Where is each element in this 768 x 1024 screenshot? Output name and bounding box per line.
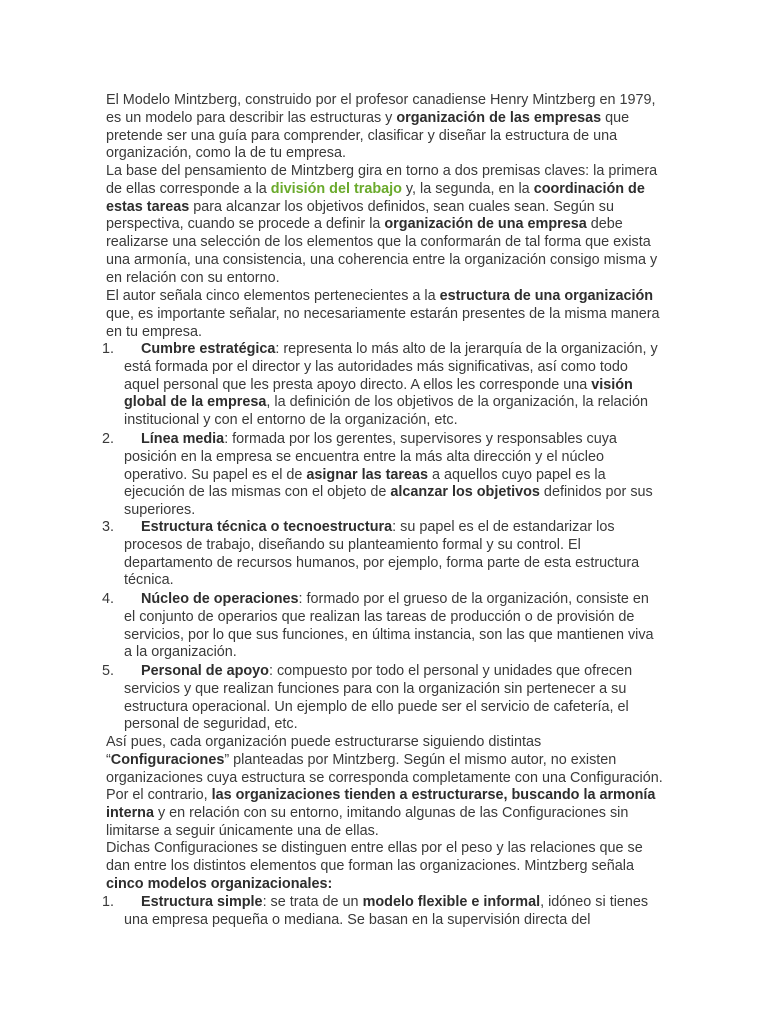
- bold-text: organización de una empresa: [384, 216, 587, 233]
- bold-text: Estructura simple: [141, 894, 263, 910]
- bold-text: organización de las empresas: [396, 109, 602, 126]
- text: a aquellos cuyo papel es la ejecución de las mismas con el objeto de: [124, 466, 606, 501]
- list-number: 3.: [102, 519, 115, 535]
- bold-text: Estructura técnica o tecnoestructura: [141, 519, 393, 535]
- bold-text: modelo flexible e informal: [362, 894, 541, 910]
- bold-text: Configuraciones: [110, 751, 225, 768]
- list-item: [124, 591, 664, 662]
- bold-text: asignar las tareas: [306, 466, 429, 483]
- bold-text: Personal de apoyo: [141, 663, 269, 679]
- bold-text: alcanzar los objetivos: [390, 484, 540, 501]
- list-number: 4.: [102, 591, 115, 607]
- text: La base del pensamiento de Mintzberg gira en torno a dos premisas claves: la primera de ellas corresponde a la: [106, 163, 658, 197]
- text: , idóneo si tienes una empresa pequeña o mediana. Se basan en la supervisión directa del: [124, 894, 649, 928]
- text: para alcanzar los objetivos definidos, sean cuales sean. Según su perspectiva, cuando se procede a definir la: [106, 198, 615, 233]
- text: que pretende ser una guía para comprender, clasificar y diseñar la estructura de una organización, como la de tu empresa.: [106, 109, 630, 162]
- text: : se trata de un: [262, 894, 363, 910]
- list-item: [124, 341, 664, 430]
- list-number: 5.: [102, 663, 115, 679]
- bold-text: Línea media: [141, 431, 225, 447]
- text: : formado por el grueso de la organización, consiste en el conjunto de operarios que realizan las tareas de producción o de provisión de servicios, por lo que sus funciones, en última instancia, son las que mantienen viva a la organización.: [124, 591, 654, 661]
- bold-text: coordinación de estas tareas: [106, 180, 645, 215]
- text: : compuesto por todo el personal y unidades que ofrecen servicios y que realizan funciones para con la organización sin pertenecer a su estructura operacional. Un ejemplo de ello puede ser el servicio de cafetería, el personal de seguridad, etc.: [124, 663, 633, 733]
- text: : su papel es el de estandarizar los procesos de trabajo, diseñando su planteamiento formal y su control. El departamento de recursos humanos, por ejemplo, forma parte de esta estructura técnica.: [124, 519, 640, 589]
- division-del-trabajo-link[interactable]: división del trabajo: [270, 180, 402, 197]
- models-intro-paragraph: [106, 840, 666, 893]
- bold-text: Cumbre estratégica: [141, 341, 276, 357]
- text: y en relación con su entorno, imitando algunas de las Configuraciones sin limitarse a seguir únicamente una de ellas.: [106, 805, 629, 839]
- bold-text: Núcleo de operaciones: [141, 591, 299, 607]
- bold-text: visión global de la empresa: [124, 376, 633, 411]
- text: definidos por sus superiores.: [124, 484, 653, 519]
- premises-paragraph: [106, 163, 666, 288]
- text: que, es importante señalar, no necesariamente estarán presentes de la misma manera en tu empresa.: [106, 305, 660, 340]
- list-item: [124, 431, 664, 520]
- text: : formada por los gerentes, supervisores y responsables cuya posición en la empresa se encuentra entre la más alta dirección y el núcleo operativo. Su papel es el de: [124, 431, 617, 483]
- list-item: [124, 519, 664, 590]
- elements-intro-paragraph: [106, 288, 666, 341]
- bold-text: estructura de una organización: [439, 288, 654, 304]
- text: ” planteadas por Mintzberg. Según el mismo autor, no existen organizaciones cuya estructura se corresponda completamente con una Configuración. Por el contrario,: [106, 751, 663, 804]
- text: El Modelo Mintzberg, construido por el profesor canadiense Henry Mintzberg en 1979, es un modelo para describir las estructuras y: [106, 92, 656, 126]
- list-item: [124, 894, 664, 930]
- text: El autor señala cinco elementos pertenecientes a la: [106, 288, 440, 304]
- configurations-paragraph: [106, 734, 666, 841]
- list-number: 2.: [102, 431, 115, 447]
- text: debe realizarse una selección de los elementos que la conformarán de tal forma que exista una armonía, una consistencia, una coherencia entre la organización consigo misma y en relación con su entorno.: [106, 216, 658, 286]
- text: Dichas Configuraciones se distinguen entre ellas por el peso y las relaciones que se dan entre los distintos elementos que forman las organizaciones. Mintzberg señala: [106, 840, 643, 874]
- bold-text: cinco modelos organizacionales:: [106, 875, 333, 892]
- list-item: [124, 663, 664, 734]
- list-number: 1.: [102, 894, 115, 910]
- text: , la definición de los objetivos de la organización, la relación institucional y con el entorno de la organización, etc.: [124, 394, 648, 429]
- text: Así pues, cada organización puede estructurarse siguiendo distintas “: [106, 734, 542, 768]
- text: y, la segunda, en la: [401, 180, 534, 197]
- list-number: 1.: [102, 341, 115, 357]
- bold-text: las organizaciones tienden a estructurarse, buscando la armonía interna: [106, 787, 656, 822]
- text: : representa lo más alto de la jerarquía de la organización, y está formada por el director y las autoridades más significativas, así como todo aquel personal que les presta apoyo directo. A ellos les corresponde una: [124, 341, 658, 393]
- intro-paragraph: [106, 92, 666, 163]
